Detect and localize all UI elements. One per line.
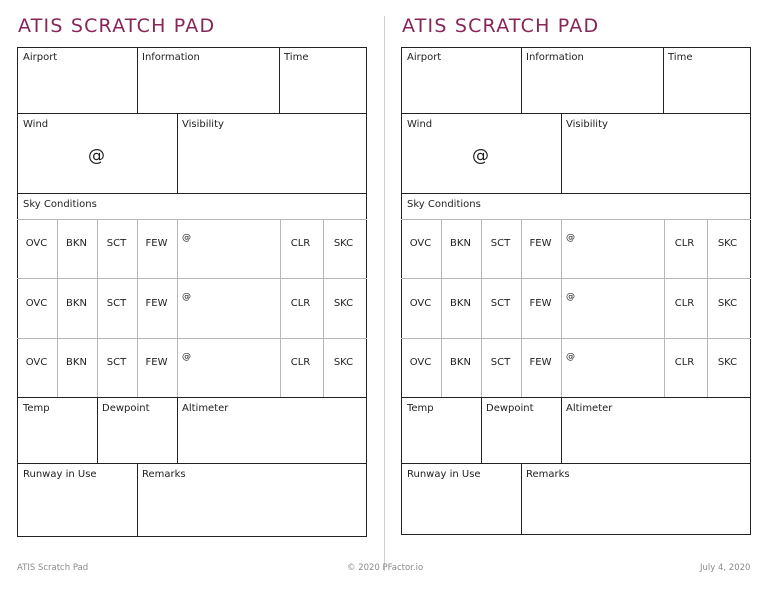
sky-at-symbol: @ bbox=[566, 233, 575, 243]
row-divider bbox=[17, 193, 367, 194]
col-divider-light bbox=[561, 219, 562, 397]
row-divider-light bbox=[17, 219, 367, 220]
sky-code-clr: CLR bbox=[290, 357, 311, 368]
col-divider bbox=[177, 113, 178, 193]
col-divider bbox=[561, 113, 562, 193]
sky-code-few: FEW bbox=[145, 357, 168, 368]
form-border-top bbox=[17, 47, 367, 48]
sky-code-sct: SCT bbox=[490, 298, 511, 309]
sky-code-bkn: BKN bbox=[450, 298, 471, 309]
wind-label: Wind bbox=[23, 119, 49, 130]
sky-code-ovc: OVC bbox=[409, 357, 432, 368]
visibility-label: Visibility bbox=[182, 119, 224, 130]
sky-code-bkn: BKN bbox=[66, 298, 87, 309]
sky-code-clr: CLR bbox=[290, 298, 311, 309]
dewpoint-label: Dewpoint bbox=[486, 403, 534, 414]
form-border-bottom bbox=[401, 534, 751, 535]
col-divider bbox=[137, 463, 138, 537]
sky-code-few: FEW bbox=[529, 298, 552, 309]
airport-label: Airport bbox=[407, 52, 442, 63]
sky-code-bkn: BKN bbox=[450, 238, 471, 249]
col-divider bbox=[481, 397, 482, 463]
sky-code-skc: SKC bbox=[333, 238, 354, 249]
sky-code-sct: SCT bbox=[490, 238, 511, 249]
sky-code-few: FEW bbox=[529, 238, 552, 249]
sky-at-symbol: @ bbox=[182, 352, 191, 362]
wind-at-symbol: @ bbox=[472, 146, 489, 166]
information-label: Information bbox=[526, 52, 584, 63]
time-label: Time bbox=[284, 52, 309, 63]
row-divider-light bbox=[401, 278, 751, 279]
row-divider-light bbox=[17, 278, 367, 279]
form-border-top bbox=[401, 47, 751, 48]
atis-form bbox=[401, 47, 751, 537]
page-divider bbox=[384, 16, 385, 571]
sky-code-skc: SKC bbox=[333, 298, 354, 309]
pad-title: ATIS SCRATCH PAD bbox=[402, 15, 600, 37]
row-divider bbox=[17, 463, 367, 464]
row-divider bbox=[401, 113, 751, 114]
sky-code-ovc: OVC bbox=[25, 238, 48, 249]
sky-conditions-label: Sky Conditions bbox=[407, 199, 481, 210]
pad-title: ATIS SCRATCH PAD bbox=[18, 15, 216, 37]
form-border-left bbox=[401, 47, 402, 535]
sky-code-skc: SKC bbox=[717, 238, 738, 249]
col-divider bbox=[137, 47, 138, 113]
row-divider-light bbox=[17, 338, 367, 339]
sky-code-ovc: OVC bbox=[409, 298, 432, 309]
atis-form bbox=[17, 47, 367, 537]
col-divider bbox=[177, 397, 178, 463]
sky-code-clr: CLR bbox=[674, 238, 695, 249]
form-border-right bbox=[750, 47, 751, 535]
information-label: Information bbox=[142, 52, 200, 63]
col-divider bbox=[521, 47, 522, 113]
sky-code-skc: SKC bbox=[333, 357, 354, 368]
row-divider bbox=[17, 113, 367, 114]
form-border-bottom bbox=[17, 536, 367, 537]
sky-code-few: FEW bbox=[145, 298, 168, 309]
wind-label: Wind bbox=[407, 119, 433, 130]
remarks-label: Remarks bbox=[526, 469, 570, 480]
row-divider bbox=[401, 463, 751, 464]
runway-in-use-label: Runway in Use bbox=[23, 469, 97, 480]
col-divider bbox=[663, 47, 664, 113]
col-divider bbox=[279, 47, 280, 113]
footer-doc-title: ATIS Scratch Pad bbox=[17, 563, 89, 573]
row-divider-light bbox=[401, 219, 751, 220]
altimeter-label: Altimeter bbox=[566, 403, 613, 414]
temp-label: Temp bbox=[407, 403, 434, 414]
runway-in-use-label: Runway in Use bbox=[407, 469, 481, 480]
sky-code-sct: SCT bbox=[490, 357, 511, 368]
sky-code-bkn: BKN bbox=[66, 238, 87, 249]
remarks-label: Remarks bbox=[142, 469, 186, 480]
sky-code-ovc: OVC bbox=[25, 357, 48, 368]
temp-label: Temp bbox=[23, 403, 50, 414]
footer-copyright: © 2020 PFactor.io bbox=[347, 563, 424, 573]
sky-at-symbol: @ bbox=[182, 233, 191, 243]
sky-code-sct: SCT bbox=[106, 357, 127, 368]
sky-code-ovc: OVC bbox=[25, 298, 48, 309]
wind-at-symbol: @ bbox=[88, 146, 105, 166]
sky-code-skc: SKC bbox=[717, 298, 738, 309]
col-divider bbox=[521, 463, 522, 535]
sky-code-sct: SCT bbox=[106, 238, 127, 249]
col-divider bbox=[97, 397, 98, 463]
time-label: Time bbox=[668, 52, 693, 63]
sky-code-clr: CLR bbox=[674, 357, 695, 368]
sky-at-symbol: @ bbox=[566, 352, 575, 362]
altimeter-label: Altimeter bbox=[182, 403, 229, 414]
row-divider-light bbox=[401, 338, 751, 339]
col-divider-light bbox=[177, 219, 178, 397]
sky-code-ovc: OVC bbox=[409, 238, 432, 249]
airport-label: Airport bbox=[23, 52, 58, 63]
sky-at-symbol: @ bbox=[566, 292, 575, 302]
sky-code-clr: CLR bbox=[290, 238, 311, 249]
sky-code-few: FEW bbox=[145, 238, 168, 249]
sky-code-clr: CLR bbox=[674, 298, 695, 309]
visibility-label: Visibility bbox=[566, 119, 608, 130]
col-divider bbox=[561, 397, 562, 463]
sky-code-sct: SCT bbox=[106, 298, 127, 309]
dewpoint-label: Dewpoint bbox=[102, 403, 150, 414]
sky-code-bkn: BKN bbox=[66, 357, 87, 368]
sky-code-few: FEW bbox=[529, 357, 552, 368]
sky-code-bkn: BKN bbox=[450, 357, 471, 368]
footer-date: July 4, 2020 bbox=[700, 563, 751, 573]
row-divider bbox=[401, 193, 751, 194]
sky-conditions-label: Sky Conditions bbox=[23, 199, 97, 210]
row-divider bbox=[17, 397, 367, 398]
sky-at-symbol: @ bbox=[182, 292, 191, 302]
sky-code-skc: SKC bbox=[717, 357, 738, 368]
row-divider bbox=[401, 397, 751, 398]
